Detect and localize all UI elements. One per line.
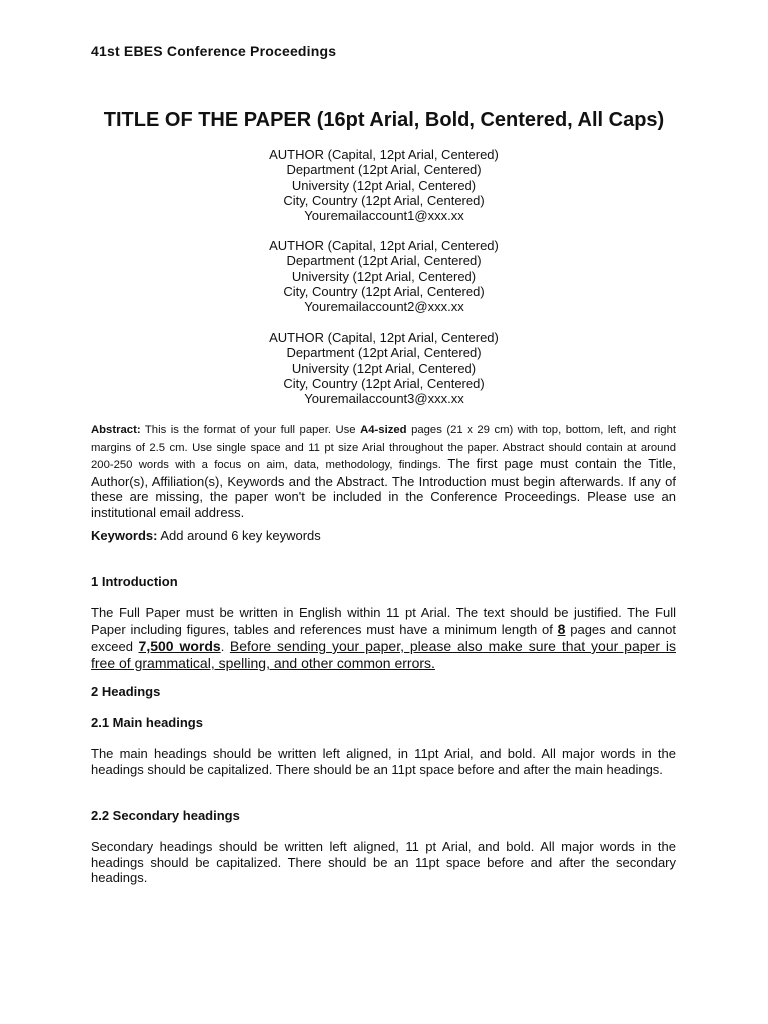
author-university: University (12pt Arial, Centered) <box>291 268 477 284</box>
intro-text-2: pages and cannot exceed <box>91 622 676 654</box>
author-city-country: City, Country (12pt Arial, Centered) <box>283 192 485 208</box>
author-university: University (12pt Arial, Centered) <box>291 360 477 376</box>
min-pages-value: 8 <box>557 621 566 637</box>
keywords-label: Keywords: <box>91 528 158 543</box>
abstract-text-3: The first page must contain the Title, Author(s), Affiliation(s), Keywords and the Abstract. The Introduction must begin afterwards. If any of these are missing, the paper won't be included in the Conference Proceedings. Please use an institutional email address. <box>91 456 676 520</box>
abstract-a4-emphasis: A4-sized <box>360 424 407 436</box>
author-name: AUTHOR (Capital, 12pt Arial, Centered) <box>269 147 499 162</box>
section-heading-introduction: 1 Introduction <box>91 574 178 589</box>
max-words-value: 7,500 words <box>138 638 221 654</box>
abstract-label: Abstract: <box>91 424 141 436</box>
author-email: Youremailaccount2@xxx.xx <box>304 299 464 315</box>
subsection-heading-main: 2.1 Main headings <box>91 715 203 730</box>
intro-notice: Before sending your paper, please also make sure that your paper is free of grammatical, spelling, and other common errors. <box>91 638 676 671</box>
author-department: Department (12pt Arial, Centered) <box>286 162 482 178</box>
running-header: 41st EBES Conference Proceedings <box>91 43 337 59</box>
paper-title: TITLE OF THE PAPER (16pt Arial, Bold, Centered, All Caps) <box>103 109 665 131</box>
section-heading-headings: 2 Headings <box>91 684 161 699</box>
main-headings-paragraph: The main headings should be written left aligned, in 11pt Arial, and bold. All major words in the headings should be capitalized. There should be an 11pt space before and after the main headings. <box>91 746 676 777</box>
subsection-heading-secondary: 2.2 Secondary headings <box>91 808 240 823</box>
secondary-headings-paragraph: Secondary headings should be written left aligned, 11 pt Arial, and bold. All major words in the headings should be capitalized. There should be an 11pt space before and after the secondary headings. <box>91 839 676 885</box>
author-department: Department (12pt Arial, Centered) <box>286 253 482 269</box>
keywords-line <box>91 528 676 544</box>
author-block-3 <box>0 330 768 406</box>
intro-text-3: . <box>220 639 230 654</box>
author-name: AUTHOR (Capital, 12pt Arial, Centered) <box>269 330 499 345</box>
author-university: University (12pt Arial, Centered) <box>291 177 477 193</box>
author-city-country: City, Country (12pt Arial, Centered) <box>283 283 485 299</box>
author-block-1 <box>0 147 768 223</box>
author-department: Department (12pt Arial, Centered) <box>286 345 482 361</box>
abstract-text-1: This is the format of your full paper. Use <box>140 424 361 436</box>
abstract-text-2: pages (21 x 29 cm) with top, bottom, left, and right margins of 2.5 cm. Use single space and 11 pt size Arial throughout the paper. Abstract should contain at around 200-250 words with a focus on aim, data, methodology, findings. <box>91 424 676 471</box>
author-name: AUTHOR (Capital, 12pt Arial, Centered) <box>269 238 499 253</box>
author-city-country: City, Country (12pt Arial, Centered) <box>283 375 485 391</box>
abstract-paragraph <box>91 421 676 520</box>
keywords-text: Add around 6 key keywords <box>157 528 321 543</box>
intro-text-1: The Full Paper must be written in English within 11 pt Arial. The text should be justified. The Full Paper including figures, tables and references must have a minimum length of <box>91 605 676 637</box>
author-email: Youremailaccount1@xxx.xx <box>304 208 464 224</box>
author-email: Youremailaccount3@xxx.xx <box>304 391 464 407</box>
author-block-2 <box>0 238 768 314</box>
introduction-paragraph <box>91 605 676 672</box>
